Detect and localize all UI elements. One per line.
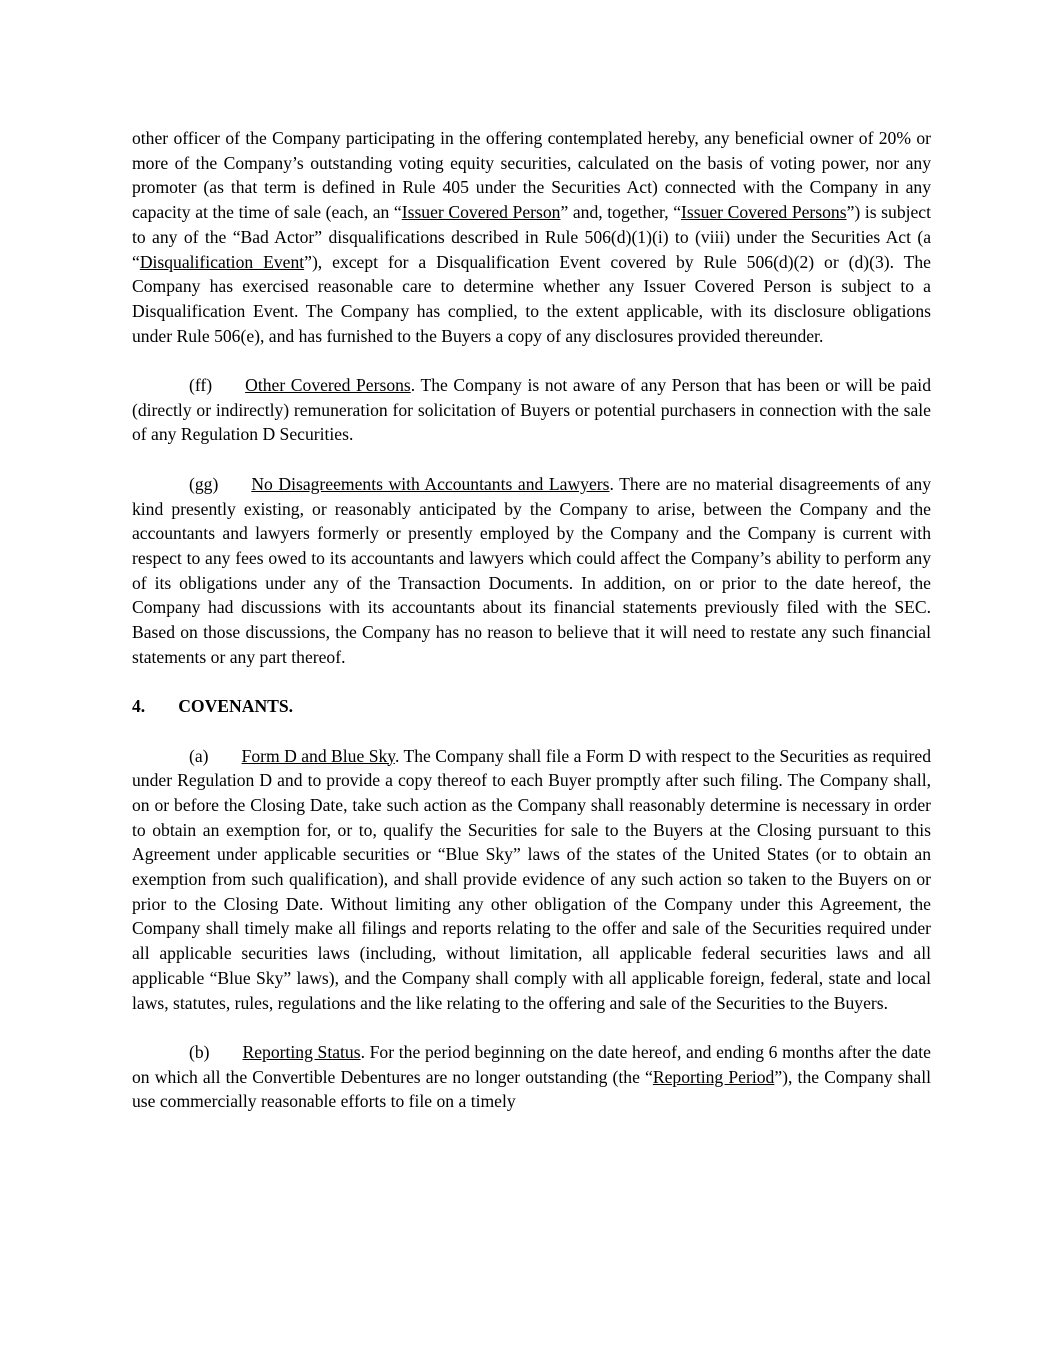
text-segment: (b) bbox=[189, 1041, 210, 1062]
underlined-term: Issuer Covered Person bbox=[401, 202, 561, 223]
underlined-term: Disqualification Event bbox=[139, 251, 305, 272]
paragraph-b-reporting-status bbox=[132, 1040, 931, 1114]
text-segment: . The Company is not aware of any Person that has been or will be paid (directly or indirectly) remuneration for solicitation of Buyers or potential purchasers in connection with the sale of any Regulation D Securities. bbox=[132, 375, 931, 445]
text-segment: ”), except for a Disqualification Event covered by Rule 506(d)(2) or (d)(3). The Company has exercised reasonable care to determine whether any Issuer Covered Person is subject to a Disqualification Event. The Company has complied, to the extent applicable, with its disclosure obligations under Rule 506(e), and has furnished to the Buyers a copy of any disclosures provided thereunder. bbox=[132, 251, 931, 346]
underlined-term: Reporting Period bbox=[652, 1066, 775, 1087]
underlined-term: Other Covered Persons bbox=[245, 375, 411, 396]
text-segment: . The Company shall file a Form D with respect to the Securities as required under Regulation D and to provide a copy thereof to each Buyer promptly after such filing. The Company shall, on or before the Closing Date, take such action as the Company shall reasonably determine is necessary in order to obtain an exemption for, or to, qualify the Securities for sale to the Buyers at the Closing pursuant to this Agreement under applicable securities or “Blue Sky” laws of the states of the United States (or to obtain an exemption from such qualification), and shall provide evidence of any such action so taken to the Buyers on or prior to the Closing Date. Without limiting any other obligation of the Company under this Agreement, the Company shall timely make all filings and reports relating to the offer and sale of the Securities required under all applicable securities laws (including, without limitation, all applicable federal securities laws and all applicable “Blue Sky” laws), and the Company shall comply with all applicable foreign, federal, state and local laws, statutes, rules, regulations and the like relating to the offering and sale of the Securities to the Buyers. bbox=[132, 745, 931, 1013]
paragraph-bad-actor-disqualification bbox=[132, 126, 931, 348]
text-segment: ”), the Company shall use commercially reasonable efforts to file on a timely bbox=[132, 1066, 932, 1112]
paragraph-a-form-d-and-blue-sky bbox=[132, 744, 931, 1016]
document-body bbox=[132, 126, 931, 1114]
text-segment: ” and, together, “ bbox=[560, 202, 682, 223]
underlined-term: Form D and Blue Sky bbox=[241, 745, 395, 766]
text-segment: ”) is subject to any of the “Bad Actor” disqualifications described in Rule 506(d)(1)(i) to (viii) under the Securities Act (a “ bbox=[132, 202, 932, 272]
underlined-term: Reporting Status bbox=[242, 1041, 361, 1062]
text-segment: other officer of the Company participating in the offering contemplated hereby, any beneficial owner of 20% or more of the Company’s outstanding voting equity securities, calculated on the basis of voting power, nor any promoter (as that term is defined in Rule 405 under the Securities Act) connected with the Company in any capacity at the time of sale (each, an “ bbox=[132, 128, 931, 223]
text-segment: . There are no material disagreements of any kind presently existing, or reasonably anticipated by the Company to arise, between the Company and the accountants and lawyers formerly or presently employed by the Company and the Company is current with respect to any fees owed to its accountants and lawyers which could affect the Company’s ability to perform any of its obligations under any of the Transaction Documents. In addition, on or prior to the date hereof, the Company had discussions with its accountants about its financial statements previously filed with the SEC. Based on those discussions, the Company has no reason to believe that it will need to restate any such financial statements or any part thereof. bbox=[132, 473, 931, 667]
paragraph-gg-no-disagreements bbox=[132, 472, 931, 670]
paragraph-ff-other-covered-persons bbox=[132, 373, 931, 447]
heading-section-4-covenants bbox=[132, 694, 931, 719]
text-segment: COVENANTS. bbox=[178, 696, 294, 717]
text-segment: (gg) bbox=[189, 473, 219, 494]
underlined-term: No Disagreements with Accountants and Lawyers bbox=[251, 473, 610, 494]
text-segment: (a) bbox=[189, 745, 209, 766]
text-segment: (ff) bbox=[189, 375, 213, 396]
text-segment: 4. bbox=[132, 696, 146, 717]
underlined-term: Issuer Covered Persons bbox=[681, 202, 847, 223]
text-segment: . For the period beginning on the date hereof, and ending 6 months after the date on which all the Convertible Debentures are no longer outstanding (the “ bbox=[132, 1041, 931, 1087]
